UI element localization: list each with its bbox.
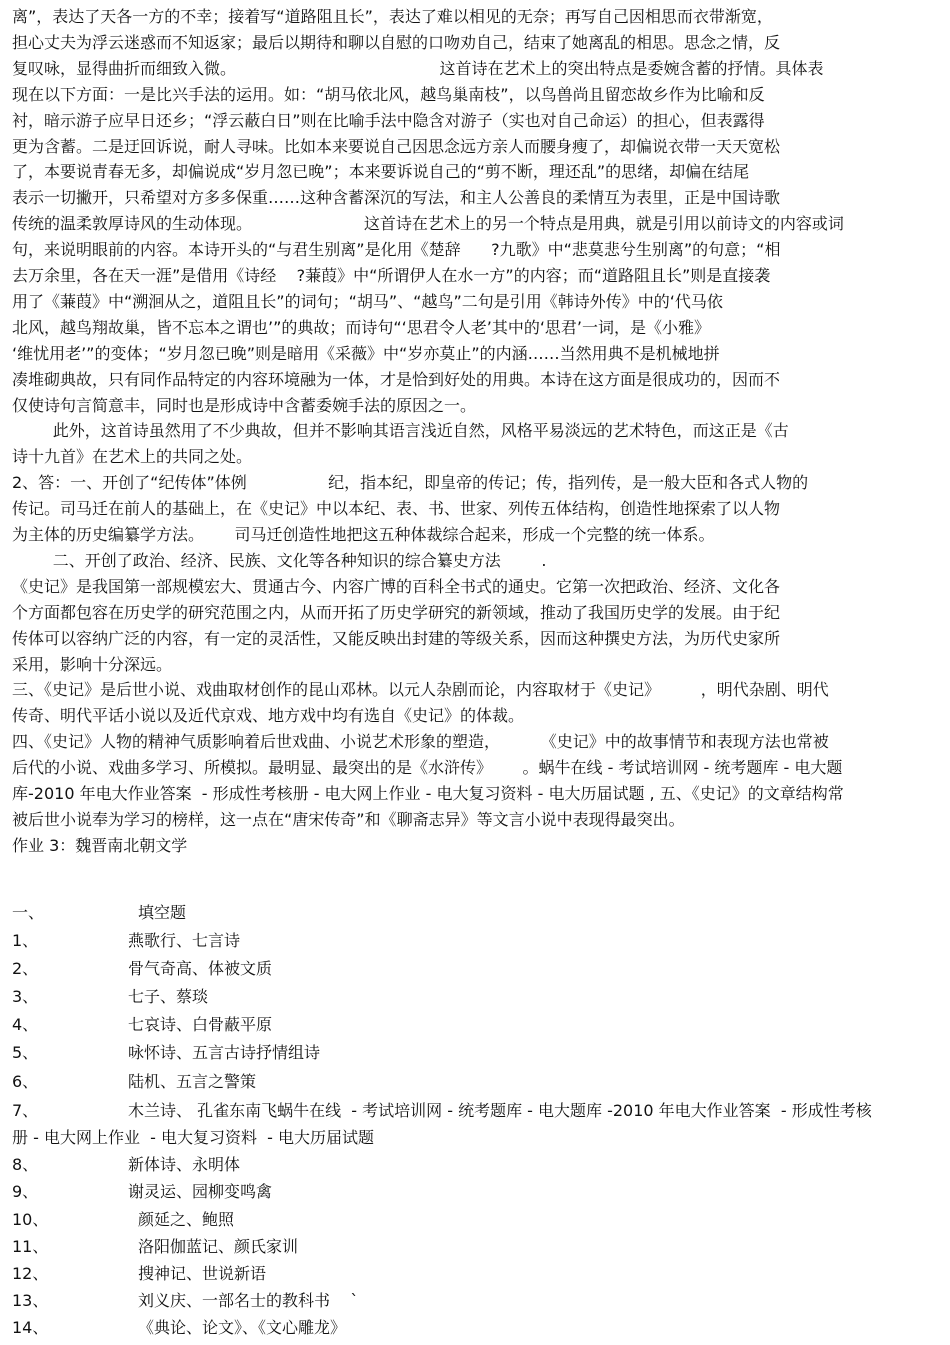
answer-text: 新体诗、永明体 (128, 1155, 241, 1174)
answer-text: 咏怀诗、五言古诗抒情组诗 (128, 1043, 321, 1062)
answer-number: 9、 (12, 1182, 39, 1201)
text-line: 担心丈夫为浮云迷惑而不知返家；最后以期待和聊以自慰的口吻劝自己，结束了她离乱的相思。思念之情，反 (12, 32, 781, 52)
text-line: 库-2010 年电大作业答案 - 形成性考核册 - 电大网上作业 - 电大复习资料 - 电大历届试题 , 五、《史记》的文章结构常 (12, 784, 844, 803)
text-line: 衬，暗示游子应早日还乡；“浮云蔽白日”则在比喻手法中隐含对游子（实也对自己命运）的担心，但表露得 (12, 110, 765, 130)
text-line: 离”，表达了天各一方的不幸；接着写“道路阻且长”，表达了难以相见的无奈；再写自己因相思而衣带渐宽， (12, 7, 773, 26)
answer-text: 七子、蔡琰 (128, 987, 209, 1006)
text-line: ‘维忧用老’”的变体；“岁月忽已晚”则是暗用《采薇》中“岁亦莫止”的内涵……当然用典不是机械地拼 (12, 343, 720, 363)
text-line: 仅使诗句言简意丰，同时也是形成诗中含蓄委婉手法的原因之一。 (12, 395, 477, 415)
text-line: 更为含蓄。二是迂回诉说，耐人寻味。比如本来要说自己因思念远方亲人而腰身瘦了，却偏说衣带一天天宽松 (12, 136, 781, 156)
text-line: 作业 3：魏晋南北朝文学 (12, 835, 188, 855)
answer-number: 6、 (12, 1072, 39, 1091)
answer-number: 1、 (12, 931, 39, 950)
text-line: 三、《史记》是后世小说、戏曲取材创作的昆山邓林。以元人杂剧而论，内容取材于《史记》 ，明代杂剧、明代 (12, 680, 829, 700)
text-line: 后代的小说、戏曲多学习、所模拟。最明显、最突出的是《水浒传》 。蜗牛在线 - 考试培训网 - 统考题库 - 电大题 (12, 758, 843, 778)
text-line: 传统的温柔敦厚诗风的生动体现。 这首诗在艺术上的另一个特点是用典，就是引用以前诗文的内容或词 (12, 214, 844, 234)
answer-number: 11、 (12, 1237, 49, 1256)
answer-number: 12、 (12, 1264, 49, 1283)
answer-text: 册 - 电大网上作业 - 电大复习资料 - 电大历届试题 (12, 1128, 375, 1147)
answer-number: 13、 (12, 1291, 49, 1310)
text-line: 诗十九首》在艺术上的共同之处。 (12, 447, 253, 467)
answer-text: 陆机、五言之警策 (128, 1072, 257, 1091)
text-line: 表示一切撇开，只希望对方多多保重……这种含蓄深沉的写法，和主人公善良的柔情互为表里，正是中国诗歌 (12, 188, 781, 208)
section-heading-number: 一、 (12, 903, 45, 922)
answer-number: 14、 (12, 1318, 49, 1337)
answer-number: 10、 (12, 1210, 49, 1229)
answer-text: 谢灵运、园柳变鸣禽 (128, 1182, 273, 1201)
answer-number: 2、 (12, 959, 39, 978)
answer-text: 刘义庆、一部名士的教科书 ` (138, 1291, 359, 1310)
text-line: 被后世小说奉为学习的榜样，这一点在“唐宋传奇”和《聊斋志异》等文言小说中表现得最突出。 (12, 809, 685, 829)
text-line: 传记。司马迁在前人的基础上，在《史记》中以本纪、表、书、世家、列传五体结构，创造性地探索了以人物 (12, 499, 781, 519)
text-line: 此外，这首诗虽然用了不少典故，但并不影响其语言浅近自然，风格平易淡远的艺术特色，而这正是《古 (12, 421, 789, 441)
text-line: 句，来说明眼前的内容。本诗开头的“与君生别离”是化用《楚辞 ?九歌》中“悲莫悲兮生别离”的句意；“相 (12, 240, 781, 260)
text-line: 传奇、明代平话小说以及近代京戏、地方戏中均有选自《史记》的体裁。 (12, 706, 525, 726)
answer-number: 5、 (12, 1043, 39, 1062)
text-line: 二、开创了政治、经济、民族、文化等各种知识的综合纂史方法 . (12, 550, 547, 570)
text-line: 复叹咏，显得曲折而细致入微。 这首诗在艺术上的突出特点是委婉含蓄的抒情。具体表 (12, 58, 824, 78)
text-line: 为主体的历史编纂学方法。 司马迁创造性地把这五种体裁综合起来，形成一个完整的统一体系。 (12, 525, 715, 544)
text-line: 采用，影响十分深远。 (12, 654, 173, 674)
text-line: 四、《史记》人物的精神气质影响着后世戏曲、小说艺术形象的塑造， 《史记》中的故事情节和表现方法也常被 (12, 732, 829, 752)
answer-text: 七哀诗、白骨蔽平原 (128, 1015, 273, 1034)
answer-text: 《典论、论文》、《文心雕龙》 (138, 1318, 347, 1337)
text-line: 凑堆砌典故，只有同作品特定的内容环境融为一体，才是恰到好处的用典。本诗在这方面是很成功的，因而不 (12, 369, 781, 389)
answer-text: 骨气奇高、体被文质 (128, 959, 273, 978)
answer-text: 洛阳伽蓝记、颜氏家训 (138, 1237, 299, 1256)
section-heading-label: 填空题 (138, 903, 187, 922)
answer-number: 7、 (12, 1101, 39, 1120)
text-line: 北风，越鸟翔故巢，皆不忘本之谓也’”的典故；而诗句“‘思君令人老’其中的‘思君’一词，是《小雅》 (12, 317, 711, 337)
text-line: 2、答：一、开创了“纪传体”体例 纪，指本纪，即皇帝的传记；传，指列传，是一般大臣和各式人物的 (12, 473, 809, 493)
text-line: 《史记》是我国第一部规模宏大、贯通古今、内容广博的百科全书式的通史。它第一次把政治、经济、文化各 (12, 576, 781, 596)
text-line: 传体可以容纳广泛的内容，有一定的灵活性，又能反映出封建的等级关系，因而这种撰史方法，为历代史家所 (12, 628, 781, 648)
answer-text: 燕歌行、七言诗 (128, 931, 241, 950)
answer-number: 3、 (12, 987, 39, 1006)
text-line: 现在以下方面：一是比兴手法的运用。如：“胡马依北风，越鸟巢南枝”，以鸟兽尚且留恋故乡作为比喻和反 (12, 84, 765, 104)
answer-number: 8、 (12, 1155, 39, 1174)
text-line: 个方面都包容在历史学的研究范围之内，从而开拓了历史学研究的新领域，推动了我国历史学的发展。由于纪 (12, 602, 781, 622)
text-line: 用了《蒹葭》中“溯洄从之，道阻且长”的词句；“胡马”、“越鸟”二句是引用《韩诗外传》中的‘代马依 (12, 291, 723, 311)
answer-text: 木兰诗、 孔雀东南飞蜗牛在线 - 考试培训网 - 统考题库 - 电大题库 -2010 年电大作业答案 - 形成性考核 (128, 1101, 872, 1120)
answer-number: 4、 (12, 1015, 39, 1034)
answer-text: 搜神记、世说新语 (138, 1264, 267, 1283)
text-line: 去万余里，各在天一涯”是借用《诗经 ?蒹葭》中“所谓伊人在水一方”的内容；而“道路阻且长”则是直接袭 (12, 266, 771, 285)
text-line: 了，本要说青春无多，却偏说成“岁月忽已晚”；本来要诉说自己的“剪不断，理还乱”的思绪，却偏在结尾 (12, 162, 750, 182)
answer-text: 颜延之、鲍照 (138, 1210, 235, 1229)
